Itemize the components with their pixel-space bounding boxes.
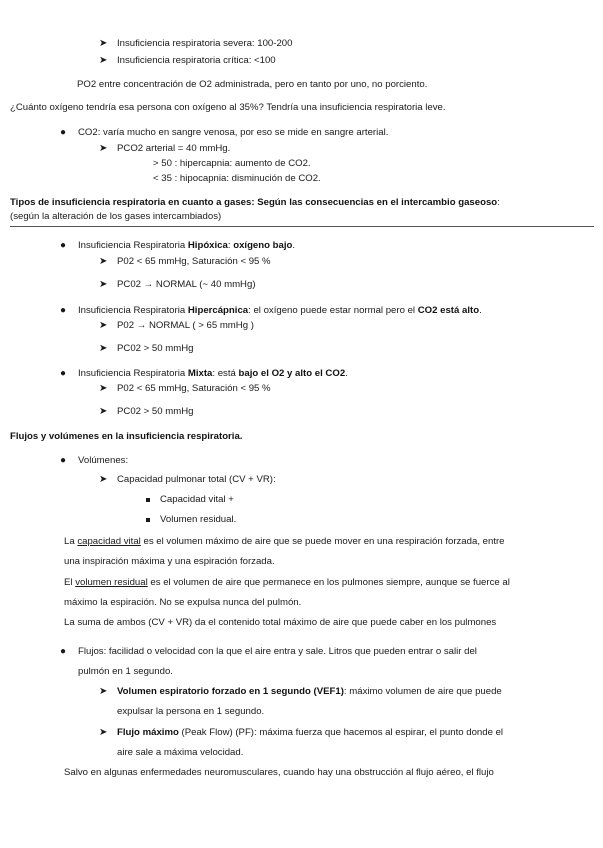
bullet-dot-icon: ● (60, 455, 67, 466)
text-line: CO2: varía mucho en sangre venosa, por eso se mide en sangre arterial. (78, 127, 389, 138)
text-line: expulsar la persona en 1 segundo. (117, 706, 265, 717)
arrow-bullet-icon: ➤ (99, 727, 108, 738)
text-line: P02 < 65 mmHg, Saturación < 95 % (117, 256, 271, 267)
text-line: ¿Cuánto oxígeno tendría esa persona con oxígeno al 35%? Tendría una insuficiencia respiratoria leve. (10, 102, 446, 113)
section-heading: Flujos y volúmenes en la insuficiencia respiratoria. (10, 431, 243, 442)
text-line: PC02 → NORMAL (~ 40 mmHg) (117, 279, 256, 290)
arrow-bullet-icon: ➤ (99, 279, 108, 290)
bullet-dot-icon: ● (60, 646, 67, 657)
arrow-bullet-icon: ➤ (99, 686, 108, 697)
text-line: Volumen residual. (160, 514, 237, 525)
text-line: Insuficiencia Respiratoria Hipóxica: oxígeno bajo. (78, 240, 296, 251)
text-line: una inspiración máxima y una espiración forzada. (64, 556, 275, 567)
text-line: Insuficiencia respiratoria severa: 100-200 (117, 38, 293, 49)
text-line: máximo la espiración. No se expulsa nunca del pulmón. (64, 597, 302, 608)
text-line: (según la alteración de los gases intercambiados) (10, 211, 222, 222)
text-line: pulmón en 1 segundo. (78, 666, 173, 677)
text-line: P02 < 65 mmHg, Saturación < 95 % (117, 383, 271, 394)
text-line: PO2 entre concentración de O2 administrada, pero en tanto por uno, no porciento. (77, 79, 428, 90)
arrow-bullet-icon: ➤ (99, 38, 108, 49)
arrow-bullet-icon: ➤ (99, 320, 108, 331)
text-line: aire sale a máxima velocidad. (117, 747, 244, 758)
text-line: < 35 : hipocapnia: disminución de CO2. (153, 173, 321, 184)
text-line: Insuficiencia respiratoria crítica: <100 (117, 55, 276, 66)
arrow-bullet-icon: ➤ (99, 55, 108, 66)
text-line: Insuficiencia Respiratoria Hipercápnica: el oxígeno puede estar normal pero el CO2 está alto. (78, 305, 482, 316)
bullet-dot-icon: ● (60, 240, 67, 251)
text-line: Salvo en algunas enfermedades neuromusculares, cuando hay una obstrucción al flujo aéreo, el flujo (64, 767, 494, 778)
text-line: PC02 > 50 mmHg (117, 343, 194, 354)
text-line: Capacidad pulmonar total (CV + VR): (117, 474, 276, 485)
arrow-bullet-icon: ➤ (99, 383, 108, 394)
text-line: El volumen residual es el volumen de aire que permanece en los pulmones siempre, aunque se fuerce al (64, 577, 510, 588)
arrow-bullet-icon: ➤ (99, 406, 108, 417)
text-line: La capacidad vital es el volumen máximo de aire que se puede mover en una respiración forzada, entre (64, 536, 505, 547)
section-heading: Tipos de insuficiencia respiratoria en cuanto a gases: Según las consecuencias en el intercambio gaseoso: (10, 197, 500, 208)
text-line: La suma de ambos (CV + VR) da el contenido total máximo de aire que puede caber en los pulmones (64, 617, 497, 628)
square-bullet-icon (146, 518, 150, 522)
text-line: PCO2 arterial = 40 mmHg. (117, 143, 231, 154)
text-line: PC02 > 50 mmHg (117, 406, 194, 417)
bullet-dot-icon: ● (60, 127, 67, 138)
text-line: Flujos: facilidad o velocidad con la que el aire entra y sale. Litros que pueden entrar o salir del (78, 646, 477, 657)
square-bullet-icon (146, 498, 150, 502)
arrow-bullet-icon: ➤ (99, 474, 108, 485)
text-line: Insuficiencia Respiratoria Mixta: está bajo el O2 y alto el CO2. (78, 368, 348, 379)
arrow-bullet-icon: ➤ (99, 143, 108, 154)
arrow-bullet-icon: ➤ (99, 256, 108, 267)
bullet-dot-icon: ● (60, 368, 67, 379)
text-line: Volumen espiratorio forzado en 1 segundo (VEF1): máximo volumen de aire que puede (117, 686, 502, 697)
text-line: Flujo máximo (Peak Flow) (PF): máxima fuerza que hacemos al espirar, el punto donde el (117, 727, 504, 738)
text-line: Volúmenes: (78, 455, 129, 466)
text-line: > 50 : hipercapnia: aumento de CO2. (153, 158, 311, 169)
bullet-dot-icon: ● (60, 305, 67, 316)
text-line: P02 → NORMAL ( > 65 mmHg ) (117, 320, 254, 331)
arrow-bullet-icon: ➤ (99, 343, 108, 354)
text-line: Capacidad vital + (160, 494, 234, 505)
divider (10, 226, 594, 227)
